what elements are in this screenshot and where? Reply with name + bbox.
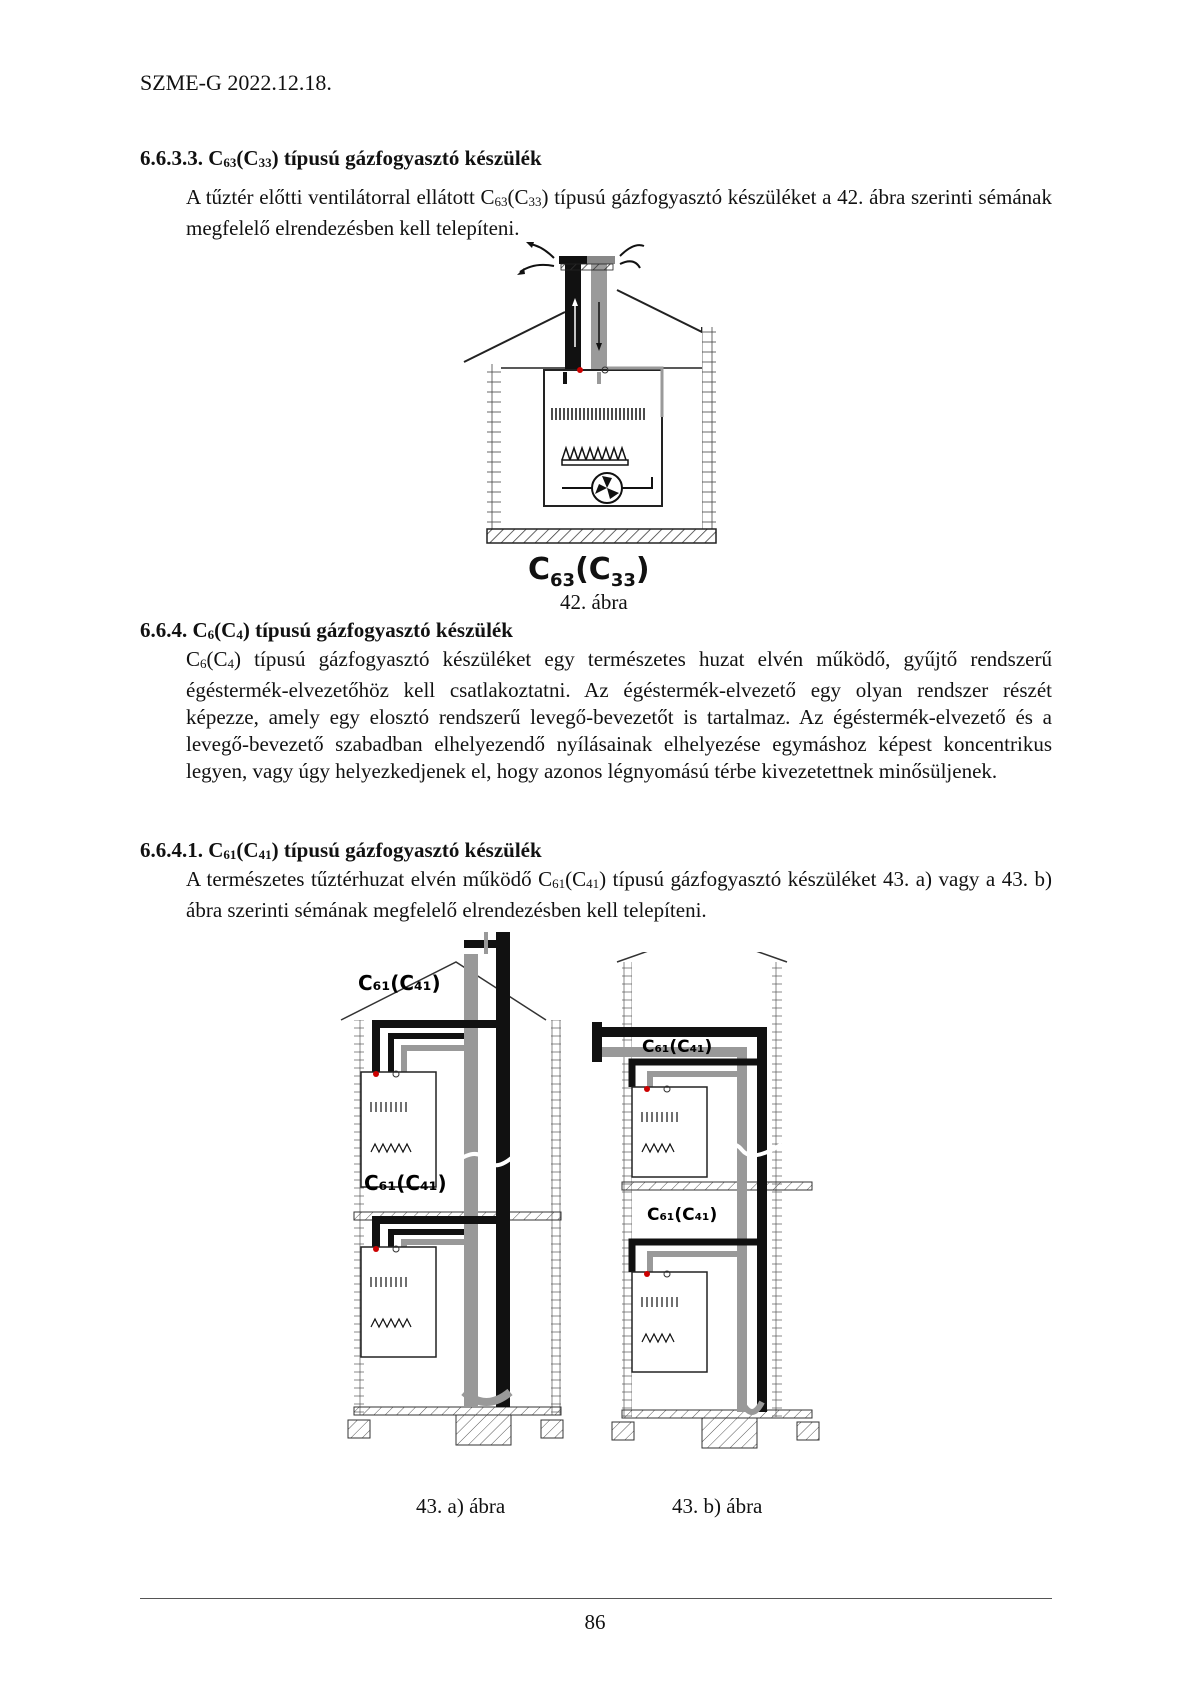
figure-43b-diagram xyxy=(592,952,832,1452)
page-number: 86 xyxy=(584,1610,606,1634)
apartment-upper-label: C₆₁(C₄₁) xyxy=(358,971,441,995)
lower-floor xyxy=(354,1407,561,1415)
page-header: SZME-G 2022.12.18. xyxy=(140,70,332,95)
right-wall xyxy=(702,327,716,529)
section-paragraph-6-6-4-1: A természetes tűztérhuzat elvén működő $C_{61}(C_{41})$ típusú gázfogyasztó készüléket 43. a) vagy a 43. b) ábra szerinti sémának megfelelő elrendezésben kell telepíteni. xyxy=(186,867,1052,922)
apartment-upper-label: C₆₁(C₄₁) xyxy=(642,1037,713,1057)
left-wall xyxy=(487,364,501,529)
section-heading-6-6-4: 6.6.4. $C_6(C_4)$ típusú gázfogyasztó készülék xyxy=(140,618,513,642)
figure-42-diagram xyxy=(462,242,732,572)
figure-43a-caption: 43. a) ábra xyxy=(416,1494,506,1518)
appliance-upper xyxy=(361,1072,436,1187)
flue-stack xyxy=(496,932,510,1407)
floor xyxy=(487,529,716,543)
footer-divider xyxy=(140,1598,1052,1599)
appliance-lower xyxy=(632,1272,707,1372)
figure-42-label: $C_{63}(C_{33})$ xyxy=(528,552,650,591)
apartment-lower-label: C₆₁(C₄₁) xyxy=(364,1171,447,1195)
section-heading-6-6-4-1: 6.6.4.1. $C_{61}(C_{41})$ típusú gázfogyasztó készülék xyxy=(140,838,542,862)
burner xyxy=(562,460,628,465)
section-paragraph-6-6-4: $C_6(C_4)$ típusú gázfogyasztó készüléket egy természetes huzat elvén működő, gyűjtő rendszerű égéstermék-elvezetőhöz kell csatlakoztatni. Az égéstermék-elvezető egy olyan rendszer részét képezze, amely egy elosztó rendszerű levegő-bevezetőt is tartalmaz. Az égéstermék-elvezető és a levegő-bevezető szabadban elhelyezendő nyílásainak elhelyezése egymáshoz képest koncentrikus legyen, vagy úgy helyezkedjenek el, hogy azonos légnyomású térbe kivezetettnek minősüljenek. xyxy=(186,647,1052,783)
section-heading-6-6-3-3: 6.6.3.3. $C_{63}(C_{33})$ típusú gázfogyasztó készülék xyxy=(140,146,542,170)
figure-43b-caption: 43. b) ábra xyxy=(672,1494,763,1518)
apartment-lower-label: C₆₁(C₄₁) xyxy=(647,1205,718,1225)
upper-floor xyxy=(622,1182,812,1190)
lower-floor xyxy=(622,1410,812,1418)
appliance-lower xyxy=(361,1247,436,1357)
figure-42-caption: 42. ábra xyxy=(560,590,628,614)
section-paragraph-6-6-3-3: A tűztér előtti ventilátorral ellátott $C_{63}(C_{33})$ típusú gázfogyasztó készüléket a 42. ábra szerinti sémának megfelelő elrendezésben kell telepíteni. xyxy=(186,185,1052,240)
figure-43a-diagram xyxy=(336,932,576,1462)
appliance-upper xyxy=(632,1087,707,1177)
